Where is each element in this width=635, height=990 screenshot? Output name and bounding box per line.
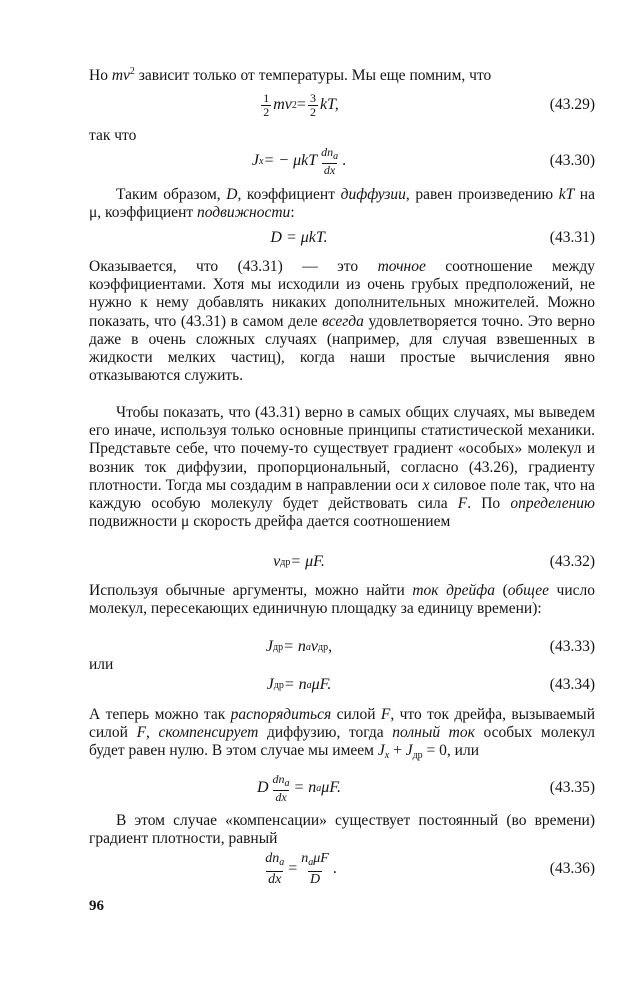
- fraction: [263, 851, 286, 888]
- emphasis: общее: [507, 582, 549, 599]
- equation-43-36: [89, 848, 595, 890]
- subscript: др: [273, 641, 284, 653]
- equation-body: [89, 848, 509, 890]
- text: удовлетворяется точно. Это верно даже в очень сложных случаях (например, для случая взвешенных в жидкости мелких частиц), когда наши простые вычисления явно отказываются служить.: [89, 312, 595, 385]
- math-inline: x: [422, 476, 430, 494]
- equation-43-35: [89, 768, 595, 808]
- numerator: [299, 851, 331, 871]
- emphasis: диффузии: [340, 186, 406, 203]
- denominator: dx: [275, 789, 287, 804]
- math-inline: J: [405, 742, 413, 760]
- subscript: a: [316, 782, 322, 794]
- paragraph-5: [89, 582, 595, 618]
- text: Таким образом,: [116, 186, 227, 203]
- equation-number: (43.32): [549, 553, 595, 570]
- subscript: x: [384, 750, 390, 762]
- math-symbol: J: [266, 676, 274, 693]
- equation-number: (43.33): [549, 638, 595, 655]
- equation-body: [89, 668, 509, 702]
- text: , что ток дрейфа, вызываемый силой: [89, 706, 595, 742]
- subscript: x: [259, 155, 264, 167]
- subscript: др: [318, 641, 329, 653]
- text: Но: [89, 67, 112, 84]
- text: на μ, коэффициент: [89, 186, 595, 222]
- paragraph-6: [89, 706, 595, 766]
- numerator-text: dn: [321, 144, 334, 159]
- equation-43-31: [89, 220, 595, 256]
- emphasis: полный ток: [392, 724, 475, 742]
- fraction: [261, 92, 271, 119]
- math-expression: = − μkT: [263, 152, 318, 169]
- text: (: [495, 582, 508, 599]
- math-symbol: J: [265, 638, 273, 655]
- math-expression: μF.: [321, 779, 342, 796]
- superscript: 2: [129, 66, 135, 77]
- math-symbol: D: [256, 779, 269, 796]
- denominator: dx: [323, 162, 336, 177]
- math-symbol: kT,: [319, 96, 339, 113]
- math-inline: F: [380, 706, 391, 723]
- punctuation: ,: [328, 638, 333, 655]
- equation-43-34: [89, 668, 595, 702]
- emphasis: ток дрейфа: [412, 582, 496, 599]
- math-inline: mv: [111, 67, 130, 84]
- subscript: др: [412, 750, 423, 762]
- text: подвижности μ скорость дрейфа дается соотношением: [89, 513, 451, 531]
- paragraph-7: В этом случае «компенсации» существует постоянный (во времени) градиент плотности, равный: [89, 812, 595, 848]
- text: ,: [146, 724, 159, 742]
- equation-number: (43.31): [549, 229, 595, 246]
- page-number: 96: [89, 898, 104, 914]
- equation-number: (43.34): [549, 676, 595, 693]
- fraction: [308, 92, 318, 119]
- math-inline: J: [377, 742, 385, 760]
- equals: =: [296, 96, 306, 113]
- label-ili: или: [89, 656, 114, 673]
- text: силовое поле так, что на каждую особую молекулу будет действовать сила: [89, 476, 595, 513]
- equation-43-32: [89, 544, 595, 580]
- emphasis: распорядиться: [230, 706, 332, 723]
- fraction: [319, 146, 340, 177]
- text: число молекул, пересекающих единичную площадку за единицу времени):: [89, 582, 595, 618]
- numerator: 3: [309, 90, 316, 105]
- math-inline: F: [136, 724, 147, 742]
- equation-body: D = μkT.: [270, 229, 328, 246]
- text: , равен произведению: [405, 186, 559, 203]
- equation-number: (43.36): [549, 860, 595, 877]
- paragraph-3: [89, 258, 595, 385]
- emphasis: точное: [377, 258, 426, 275]
- denominator: 2: [309, 104, 316, 119]
- equation-body: [89, 768, 509, 808]
- subscript: a: [333, 150, 339, 162]
- equals: =: [288, 860, 298, 877]
- subscript: a: [306, 679, 312, 691]
- numerator-text: dn: [272, 771, 285, 786]
- equation-body: [89, 141, 509, 181]
- emphasis: всегда: [322, 312, 364, 330]
- punctuation: .: [342, 152, 347, 169]
- paragraph-4: [89, 404, 595, 531]
- math-expression: μF.: [311, 676, 332, 693]
- label-tak-chto: так что: [89, 127, 137, 144]
- subscript: a: [308, 856, 314, 868]
- subscript: a: [284, 777, 290, 789]
- text: +: [389, 742, 406, 760]
- emphasis: подвижности: [197, 204, 291, 222]
- equation-number: (43.35): [549, 779, 595, 796]
- subscript: a: [305, 641, 311, 653]
- math-expression: = n: [283, 676, 307, 693]
- math-symbol: J: [251, 152, 260, 169]
- equation-43-30: [89, 141, 595, 181]
- denominator: dx: [268, 871, 282, 887]
- text: диффузию, тогда: [258, 724, 393, 742]
- equation-body: [89, 544, 509, 580]
- text: Оказывается, что (43.31) — это: [89, 258, 378, 275]
- fraction: [271, 773, 292, 804]
- math-symbol: mv: [273, 96, 292, 113]
- fraction: [299, 851, 331, 888]
- numerator: 1: [263, 90, 270, 105]
- math-expression: = n: [293, 779, 317, 796]
- denominator: 2: [263, 104, 270, 119]
- subscript: др: [280, 556, 291, 568]
- text: Чтобы показать, что (43.31) верно в самых общих случаях, мы выведем его иначе, используя только основные принципы статистической механики. Представьте себе, что почему-то существует градиент «особых» молекул и возник ток диффузии, пропорциональный, согласно (43.26), градиенту плотности. Тогда мы создадим в направлении оси: [89, 404, 595, 494]
- equation-number: (43.29): [549, 96, 595, 113]
- denominator: D: [309, 871, 321, 887]
- numerator-text: n: [301, 850, 309, 866]
- text: . По: [467, 495, 511, 513]
- text: :: [290, 204, 295, 222]
- emphasis: скомпенсирует: [158, 724, 259, 742]
- paragraph-1: [89, 63, 595, 85]
- math-inline: kT: [558, 186, 575, 203]
- math-inline: D: [226, 186, 238, 203]
- numerator: [319, 146, 340, 163]
- equation-number: (43.30): [549, 152, 595, 169]
- text: зависит только от температуры. Мы еще помним, что: [134, 67, 492, 84]
- punctuation: .: [332, 860, 337, 877]
- subscript: a: [279, 856, 285, 868]
- equation-body: [89, 85, 509, 125]
- math-symbol: v: [310, 638, 318, 655]
- text: = 0, или: [422, 742, 479, 760]
- equation-43-29: [89, 85, 595, 125]
- subscript: др: [273, 679, 284, 691]
- paragraph-2: [89, 186, 595, 222]
- numerator: [271, 773, 292, 790]
- math-symbol: v: [273, 553, 281, 570]
- numerator: [263, 851, 286, 871]
- text: , коэффициент: [237, 186, 341, 203]
- numerator-text: dn: [265, 850, 280, 866]
- numerator-text: μF: [313, 850, 329, 866]
- emphasis: определению: [510, 495, 595, 513]
- math-expression: = n: [283, 638, 306, 655]
- text: особых молекул будет равен нулю. В этом случае мы имеем: [89, 724, 595, 760]
- text: А теперь можно так: [89, 706, 231, 723]
- text: соотношение между коэффициентами. Хотя мы исходили из очень грубых предположений, не нужно к нему добавлять никаких дополнительных множителей. Можно показать, что (43.31) в самом деле: [89, 258, 595, 330]
- math-expression: = μF.: [290, 553, 325, 570]
- text: Используя обычные аргументы, можно найти: [89, 582, 413, 599]
- superscript: 2: [291, 99, 297, 111]
- math-inline: F: [457, 495, 468, 513]
- text: силой: [331, 706, 381, 723]
